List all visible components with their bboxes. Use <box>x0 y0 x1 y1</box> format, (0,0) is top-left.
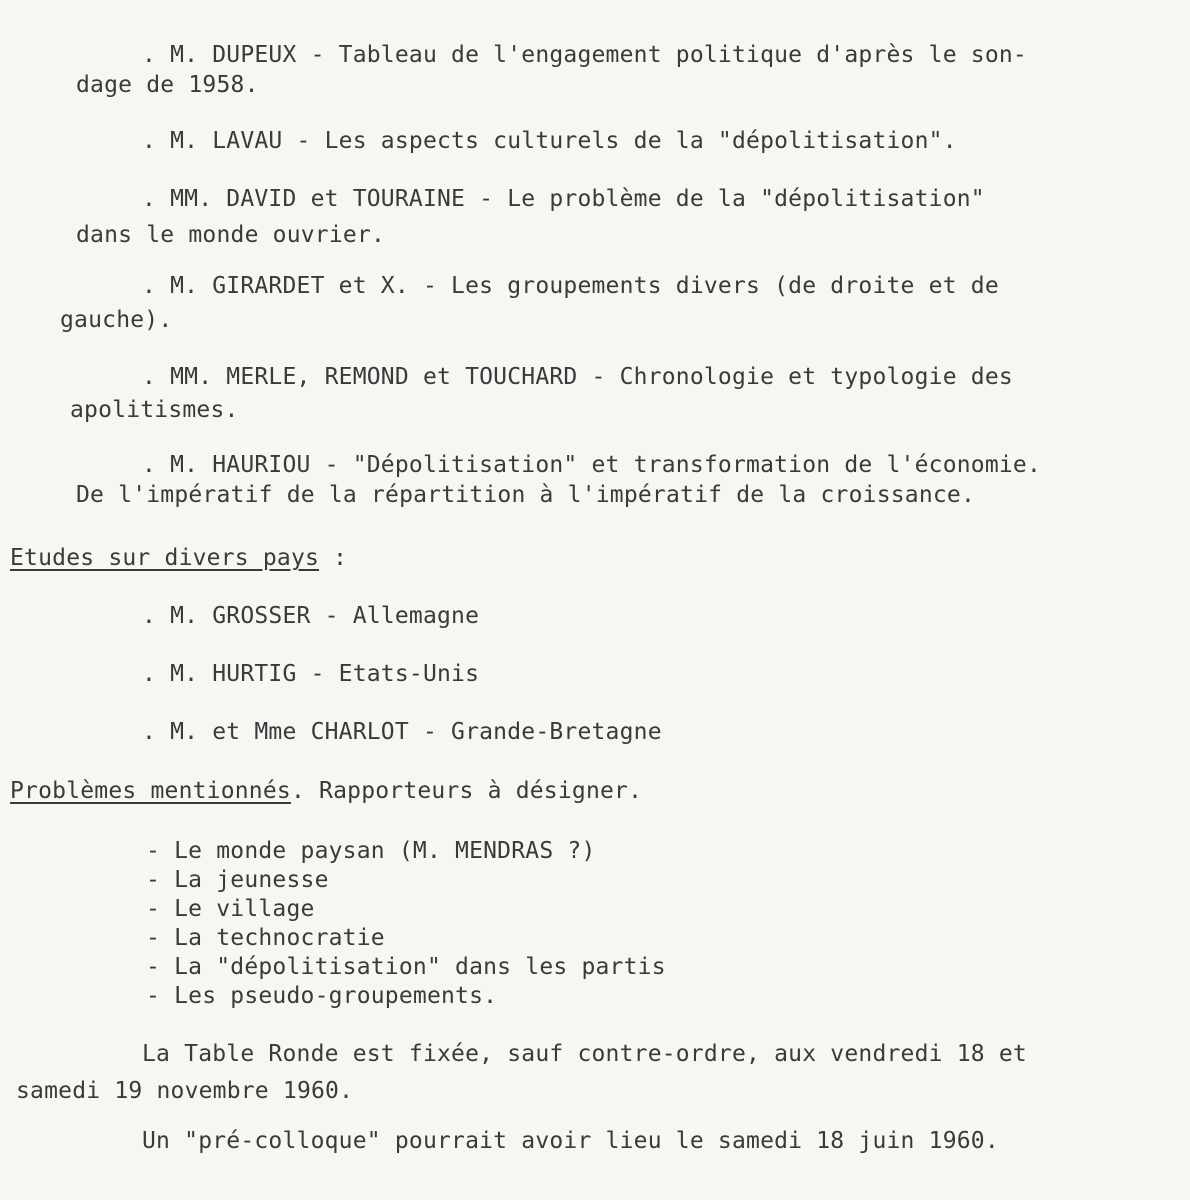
problem-item: - Le village <box>146 896 315 922</box>
country-item: . M. HURTIG - Etats-Unis <box>142 661 480 687</box>
problem-item: - Les pseudo-groupements. <box>146 983 498 1009</box>
report-dupeux-line1: . M. DUPEUX - Tableau de l'engagement politique d'après le son- <box>142 42 1027 68</box>
report-merle-line1: . MM. MERLE, REMOND et TOUCHARD - Chronologie et typologie des <box>142 364 1013 390</box>
problem-item: - La technocratie <box>146 925 385 951</box>
countries-heading-line <box>10 544 347 572</box>
round-table-line1: La Table Ronde est fixée, sauf contre-ordre, aux vendredi 18 et <box>142 1041 1027 1067</box>
problem-item: - La jeunesse <box>146 867 329 893</box>
problem-item: - La "dépolitisation" dans les partis <box>146 954 666 980</box>
report-hauriou-line1: . M. HAURIOU - "Dépolitisation" et transformation de l'économie. <box>142 452 1042 478</box>
report-merle-line2: apolitismes. <box>70 397 239 423</box>
report-lavau: . M. LAVAU - Les aspects culturels de la "dépolitisation". <box>142 128 957 154</box>
pre-colloque: Un "pré-colloque" pourrait avoir lieu le samedi 18 juin 1960. <box>142 1128 999 1154</box>
countries-heading-suffix: : <box>319 545 348 571</box>
problems-heading-line <box>10 777 642 805</box>
problems-heading: Problèmes mentionnés <box>10 778 291 804</box>
problem-item: - Le monde paysan (M. MENDRAS ?) <box>146 838 596 864</box>
problems-heading-suffix: . Rapporteurs à désigner. <box>290 778 643 804</box>
report-david-touraine-line2: dans le monde ouvrier. <box>76 222 386 248</box>
report-hauriou-line2: De l'impératif de la répartition à l'impératif de la croissance. <box>76 482 976 508</box>
round-table-line2: samedi 19 novembre 1960. <box>16 1078 354 1104</box>
report-david-touraine-line1: . MM. DAVID et TOURAINE - Le problème de la "dépolitisation" <box>142 186 985 212</box>
report-girardet-line1: . M. GIRARDET et X. - Les groupements divers (de droite et de <box>142 273 999 299</box>
country-item: . M. GROSSER - Allemagne <box>142 603 480 629</box>
country-item: . M. et Mme CHARLOT - Grande-Bretagne <box>142 719 662 745</box>
report-dupeux-line2: dage de 1958. <box>76 72 259 98</box>
countries-heading: Etudes sur divers pays <box>10 545 320 571</box>
report-girardet-line2: gauche). <box>60 307 173 333</box>
